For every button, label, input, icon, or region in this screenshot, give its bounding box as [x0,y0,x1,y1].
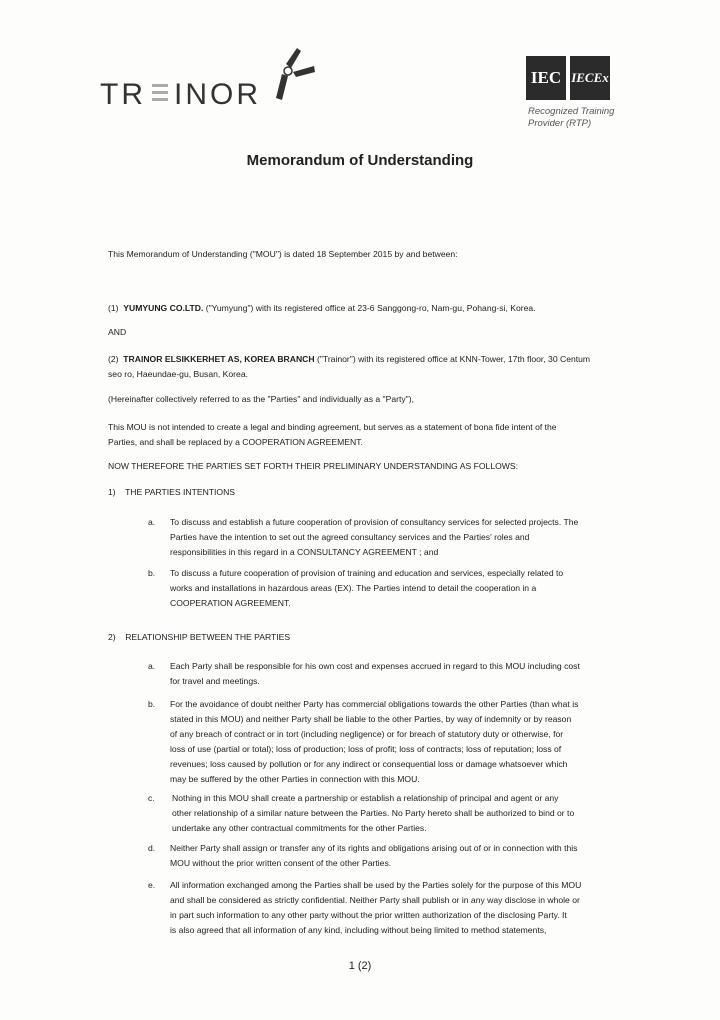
party-1 [108,301,536,316]
section-2-e-marker: e. [148,880,156,890]
iec-badge: IEC [526,56,566,100]
hereinafter-clause: (Hereinafter collectively referred to as the "Parties" and individually as a "Party"), [108,394,414,404]
section-2-a-line1: Each Party shall be responsible for his own cost and expenses accrued in regard to this MOU including cost [170,661,580,671]
svg-text:INOR: INOR [174,78,261,111]
document-title: Memorandum of Understanding [246,152,474,169]
party-2 [108,352,618,382]
section-2-b-line6: may be suffered by the other Parties in connection with this MOU. [170,774,420,784]
iec-certification [526,56,618,136]
section-1-a-line1: To discuss and establish a future cooperation of provision of consultancy services for selected projects. The [170,517,579,527]
party-1-number: (1) [108,303,119,313]
section-1-a [170,515,578,560]
section-2-title: RELATIONSHIP BETWEEN THE PARTIES [125,632,291,642]
section-2-b-line2: stated in this MOU) and neither Party shall be liable to the other Parties, by way of indemnity or by reason [170,714,572,724]
rtp-caption [528,106,628,130]
section-2-b-marker: b. [148,699,156,709]
section-2-a-marker: a. [148,661,156,671]
section-1-a-line2: Parties have the intention to set out the agreed consultancy services and the Parties' roles and [170,532,530,542]
section-2-e-line4: is also agreed that all information of any kind, including without being limited to method statements, [170,925,547,935]
party-2-name: TRAINOR ELSIKKERHET AS, KOREA BRANCH [123,354,315,364]
section-1-b-line2: works and installations in hazardous areas (EX). The Parties intend to detail the cooperation in a [170,583,537,593]
section-2-number: 2) [108,632,116,642]
section-2-e-line2: and shall be considered as strictly confidential. Neither Party shall publish or in any way disclose in whole or [170,895,580,905]
section-2-d [170,841,577,871]
party-2-details-line2: seo ro, Haeundae-gu, Busan, Korea. [108,369,248,379]
section-2-b-line5: revenues; loss caused by pollution or for any indirect or consequential loss or damage whatsoever which [170,759,568,769]
trainor-logo-mark [100,42,330,112]
section-1-title: THE PARTIES INTENTIONS [125,487,236,497]
section-2-b-line3: of any breach of contract or in tort (including negligence) or for breach of statutory duty or otherwise, for [170,729,564,739]
section-2-a [170,659,580,689]
section-2-c-marker: c. [148,793,155,803]
section-1-heading [108,485,235,500]
section-2-c-line2: other relationship of a similar nature between the Parties. No Party hereto shall be authorized to bind or to [172,808,575,818]
party-1-details: ("Yumyung") with its registered office at 23-6 Sanggong-ro, Nam-gu, Pohang-si, Korea. [203,303,536,313]
section-2-e [170,878,581,938]
section-2-e-line3: in part such information to any other party without the prior written authorization of the disclosing Party. It [170,910,567,920]
and-connector: AND [108,327,127,337]
page-number: 1 (2) [348,960,372,972]
rtp-caption-line2: Provider (RTP) [528,118,592,129]
section-1-b-line3: COOPERATION AGREEMENT. [170,598,291,608]
section-2-c-line1: Nothing in this MOU shall create a partnership or establish a relationship of principal and agent or any [172,793,559,803]
section-2-b-line4: loss of use (partial or total); loss of production; loss of profit; loss of contracts; loss of reputation; loss of [170,744,562,754]
section-2-c-line3: undertake any other contractual commitments for the other Parties. [172,823,427,833]
section-2-d-marker: d. [148,843,156,853]
now-therefore-clause: NOW THEREFORE THE PARTIES SET FORTH THEIR PRELIMINARY UNDERSTANDING AS FOLLOWS: [108,461,519,471]
section-2-d-line1: Neither Party shall assign or transfer any of its rights and obligations arising out of or in connection with this [170,843,578,853]
intro-paragraph: This Memorandum of Understanding ("MOU") is dated 18 September 2015 by and between: [108,249,458,259]
party-1-name: YUMYUNG CO.LTD. [123,303,204,313]
section-2-a-line2: for travel and meetings. [170,676,260,686]
section-1-a-marker: a. [148,517,156,527]
trainor-logo [100,42,330,112]
section-1-a-line3: responsibilities in this regard in a CONSULTANCY AGREEMENT ; and [170,547,439,557]
section-2-e-line1: All information exchanged among the Parties shall be used by the Parties solely for the purpose of this MOU [170,880,582,890]
non-binding-line1: This MOU is not intended to create a legal and binding agreement, but serves as a statement of bona fide intent of the [108,422,557,432]
section-2-heading [108,630,290,645]
non-binding-clause [108,420,557,450]
party-2-number: (2) [108,354,119,364]
party-2-details-line1: ("Trainor") with its registered office at KNN-Tower, 17th floor, 30 Centum [314,354,591,364]
non-binding-line2: Parties, and shall be replaced by a COOPERATION AGREEMENT. [108,437,363,447]
section-2-b [170,697,578,787]
section-1-b-line1: To discuss a future cooperation of provision of training and education and services, especially related to [170,568,564,578]
section-2-b-line1: For the avoidance of doubt neither Party has commercial obligations towards the other Parties (than what is [170,699,579,709]
section-1-b [170,566,563,611]
svg-text:TR: TR [100,78,146,111]
iecex-badge: IECEx [570,56,610,100]
section-2-d-line2: MOU without the prior written consent of the other Parties. [170,858,392,868]
section-2-c [172,791,574,836]
section-1-number: 1) [108,487,116,497]
section-1-b-marker: b. [148,568,156,578]
rtp-caption-line1: Recognized Training [528,106,615,117]
